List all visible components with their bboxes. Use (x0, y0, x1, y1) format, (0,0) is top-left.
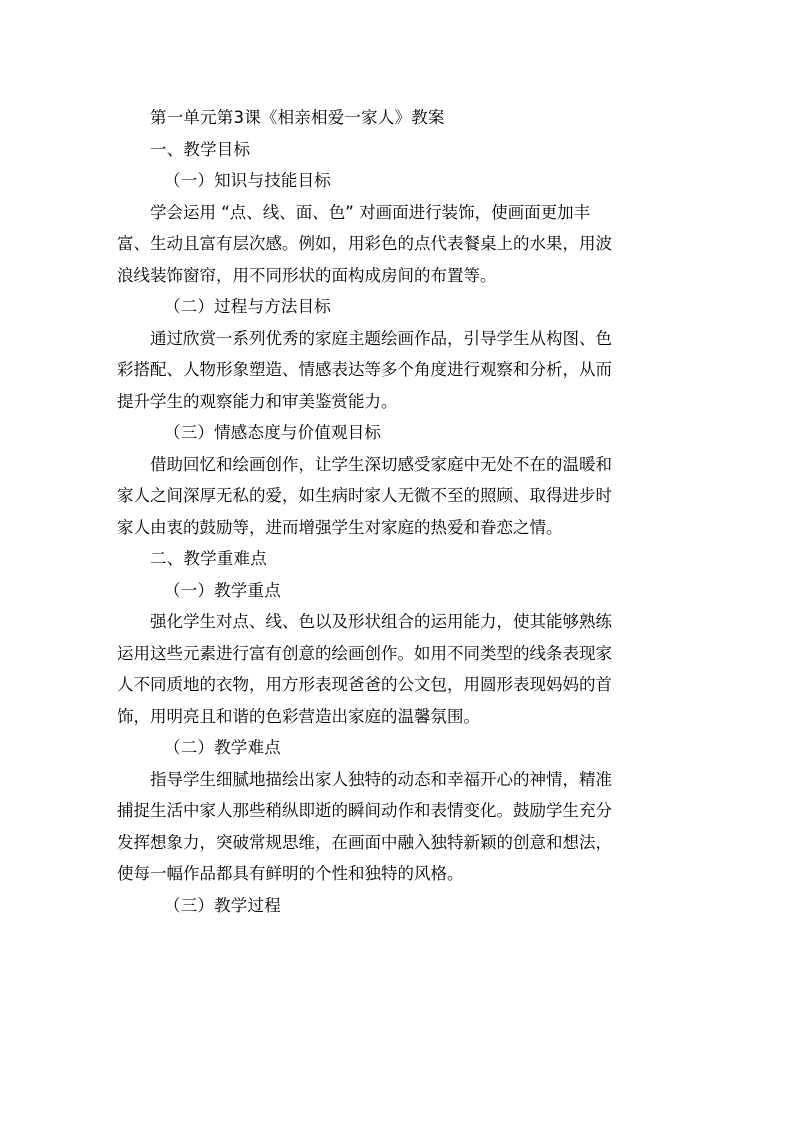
heading-teaching-goals: 一、教学目标 (150, 139, 251, 159)
paragraph-line: 彩搭配、人物形象塑造、情感表达等多个角度进行观察和分析，从而 (117, 360, 612, 379)
document-body (117, 102, 677, 921)
subheading-process-methods: （二）过程与方法目标 (164, 297, 331, 316)
paragraph-line: 运用这些元素进行富有创意的绘画创作。如用不同类型的线条表现家 (117, 643, 612, 663)
paragraph-line: 饰，用明亮且和谐的色彩营造出家庭的温馨氛围。 (117, 706, 480, 726)
paragraph-line: 提升学生的观察能力和审美鉴赏能力。 (117, 391, 398, 411)
paragraph-teaching-focus (117, 606, 677, 732)
paragraph-line: 通过欣赏一系列优秀的家庭主题绘画作品，引导学生从构图、色 (150, 328, 612, 348)
subheading-knowledge-skills: （一）知识与技能目标 (164, 171, 331, 190)
paragraph-line: 捕捉生活中家人那些稍纵即逝的瞬间动作和表情变化。鼓励学生充分 (117, 801, 612, 820)
paragraph-knowledge-skills (117, 197, 677, 292)
paragraph-line: 人不同质地的衣物，用方形表现爸爸的公文包，用圆形表现妈妈的首 (117, 675, 612, 694)
paragraph-emotion-values (117, 449, 677, 544)
paragraph-line: 强化学生对点、线、色以及形状组合的运用能力，使其能够熟练 (150, 612, 612, 631)
paragraph-line: 家人之间深厚无私的爱，如生病时家人无微不至的照顾、取得进步时 (117, 486, 612, 505)
paragraph-teaching-difficulty (117, 764, 677, 890)
paragraph-line: 借助回忆和绘画创作，让学生深切感受家庭中无处不在的温暖和 (150, 454, 612, 474)
paragraph-line: 富、生动且富有层次感。例如，用彩色的点代表餐桌上的水果，用波 (117, 234, 612, 253)
paragraph-line: 浪线装饰窗帘，用不同形状的面构成房间的布置等。 (117, 265, 497, 285)
document-title: 第一单元第3课《相亲相爱一家人》教案 (150, 108, 445, 127)
paragraph-line: 使每一幅作品都具有鲜明的个性和独特的风格。 (117, 864, 464, 883)
paragraph-process-methods (117, 323, 677, 418)
paragraph-line: 学会运用 “点、线、面、色” 对画面进行装饰，使画面更加丰 (150, 202, 591, 222)
paragraph-line: 指导学生细腻地描绘出家人独特的动态和幸福开心的神情，精准 (150, 769, 612, 789)
subheading-emotion-values: （三）情感态度与价值观目标 (164, 423, 382, 442)
subheading-teaching-difficulty: （二）教学难点 (164, 738, 281, 757)
paragraph-line: 发挥想象力，突破常规思维，在画面中融入独特新颖的创意和想法， (117, 832, 612, 852)
subheading-teaching-process: （三）教学过程 (164, 895, 281, 915)
paragraph-line: 家人由衷的鼓励等，进而增强学生对家庭的热爱和眷恋之情。 (117, 517, 563, 537)
subheading-teaching-focus: （一）教学重点 (164, 580, 281, 600)
heading-key-difficult-points: 二、教学重难点 (150, 549, 267, 568)
